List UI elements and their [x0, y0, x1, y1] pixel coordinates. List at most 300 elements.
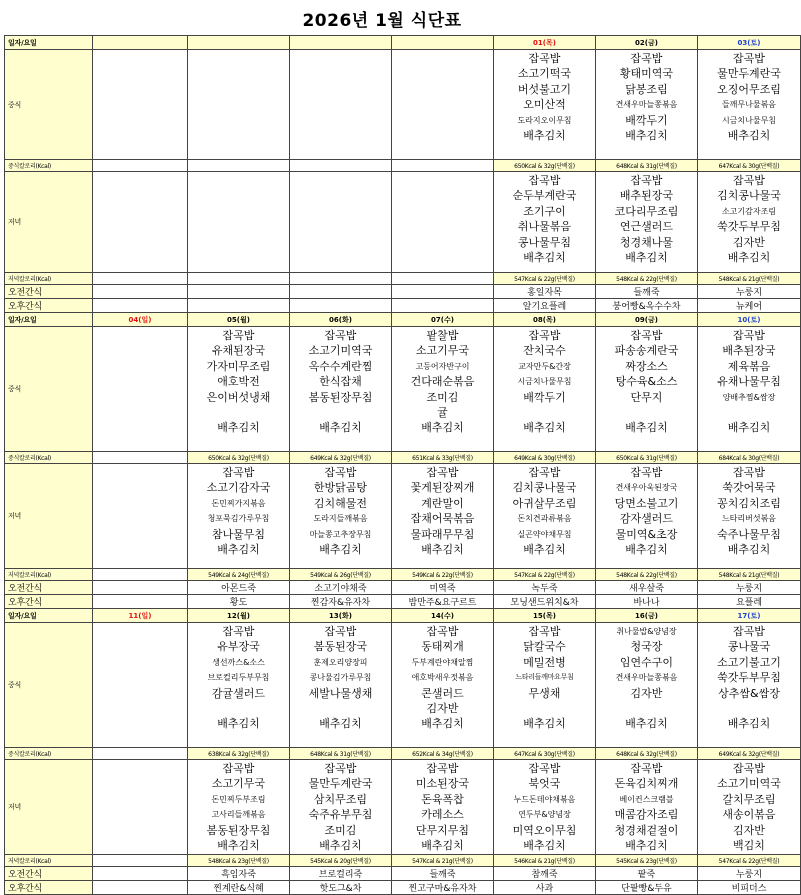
snack-pm-cell: 바나나: [596, 595, 698, 609]
calorie-value: 547Kcal & 22g(단백질): [494, 273, 596, 285]
lunch-label: 중식: [5, 50, 93, 160]
menu-item: 감귤샐러드: [211, 686, 266, 700]
menu-item: 김치콩나물국: [512, 481, 577, 495]
menu-item: 당면소불고기: [614, 496, 679, 510]
menu-item: 청경채나물: [619, 235, 674, 249]
menu-item: 파송송계란국: [614, 344, 679, 358]
menu-item: 쑥갓두부무침: [717, 220, 781, 234]
menu-item: 잡곡밥: [630, 466, 663, 479]
menu-item: 잡곡밥: [222, 329, 255, 342]
snack-pm-cell: 사과: [494, 881, 596, 895]
menu-item: 잡곡밥: [630, 174, 663, 187]
menu-item: 잡곡밥: [630, 329, 663, 342]
snack-pm-cell: [93, 299, 188, 313]
date-header: 17(토): [698, 609, 801, 623]
dinner-menu-cell: [290, 464, 392, 569]
menu-item: 배추김치: [319, 421, 362, 435]
dinner-menu-cell: [596, 464, 698, 569]
date-header: [392, 36, 494, 50]
date-header: [188, 36, 290, 50]
menu-item: 팥찰밥: [426, 329, 459, 342]
calorie-value: [188, 160, 290, 172]
menu-item: 배추김치: [727, 421, 771, 435]
menu-item: 소고기무국: [415, 344, 470, 358]
snack-am-cell: 아몬드죽: [188, 581, 290, 595]
menu-item: 소고기미역국: [308, 344, 373, 358]
menu-item: 조미김: [324, 823, 357, 837]
menu-item: 훈제오리양장피: [313, 657, 368, 667]
lunch-menu-cell: [188, 327, 290, 452]
menu-item: 잡곡밥: [426, 466, 459, 479]
menu-item: 잡곡밥: [222, 466, 255, 479]
calorie-value: 545Kcal & 20g(단백질): [290, 855, 392, 867]
menu-item: 연두부&양념장: [518, 810, 571, 820]
calorie-value: [290, 160, 392, 172]
lunch-menu-cell: [93, 327, 188, 452]
calorie-value: 684Kcal & 30g(단백질): [698, 452, 801, 464]
date-header: 01(목): [494, 36, 596, 50]
menu-item: 마늘쫑고추장무침: [309, 529, 372, 539]
snack-pm-cell: 모닝샌드위치&차: [494, 595, 596, 609]
dinner-menu-cell: [392, 464, 494, 569]
menu-item: 소고기불고기: [717, 655, 781, 669]
calorie-value: [93, 273, 188, 285]
lunch-menu-cell: [494, 623, 596, 748]
calorie-value: 650Kcal & 31g(단백질): [596, 452, 698, 464]
menu-item: 은이버섯냉채: [206, 390, 271, 404]
calorie-value: 548Kcal & 22g(단백질): [596, 273, 698, 285]
menu-item: 콩나물국: [727, 640, 771, 654]
lunch-menu-cell: [93, 50, 188, 160]
menu-item: 들깨무나물볶음: [721, 100, 777, 110]
menu-item: 돈민찌가지볶음: [211, 498, 266, 508]
menu-item: 애호박전: [217, 375, 260, 389]
menu-item: 무생채: [528, 686, 561, 700]
lunch-menu-cell: [596, 50, 698, 160]
date-header: 03(토): [698, 36, 801, 50]
menu-item: 배추김치: [523, 421, 566, 435]
snack-am-cell: 새우살죽: [596, 581, 698, 595]
calorie-value: [93, 569, 188, 581]
date-header: 05(월): [188, 313, 290, 327]
menu-item: 배깍두기: [625, 113, 668, 127]
menu-item: 돈치견과류볶음: [517, 514, 572, 524]
menu-item: 배추김치: [421, 717, 464, 731]
menu-item: 김치콩나물국: [717, 189, 781, 203]
menu-item: 배추김치: [217, 542, 260, 556]
lunch-menu-cell: [494, 50, 596, 160]
snack-pm-cell: 단팥빵&두유: [596, 881, 698, 895]
menu-item: 동태찌개: [421, 640, 464, 654]
menu-item: 잡곡밥: [630, 52, 663, 65]
date-header: 16(금): [596, 609, 698, 623]
menu-item: 탕수육&소스: [615, 375, 678, 389]
page-title: 2026년 1월 식단표: [302, 11, 462, 31]
menu-item: [290, 405, 391, 420]
menu-item: 잡곡밥: [528, 625, 561, 638]
menu-item: 옥수수계란찜: [308, 359, 373, 373]
menu-item: 김자반: [426, 701, 459, 715]
menu-item: 유부장국: [217, 640, 260, 654]
calorie-value: 548Kcal & 23g(단백질): [188, 855, 290, 867]
menu-item: 오미산적: [523, 98, 566, 112]
menu-item: 김자반: [733, 823, 765, 837]
menu-item: 배추김치: [523, 717, 566, 731]
menu-item: 잡곡밥: [324, 762, 357, 775]
dinner-menu-cell: [494, 760, 596, 855]
menu-item: 봄동된장국: [313, 640, 368, 654]
date-day-label: 일자/요일: [5, 609, 93, 623]
menu-item: 잡곡밥: [528, 52, 561, 65]
snack-am-cell: 누룽지: [698, 581, 801, 595]
dinner-kcal-label: 저녁칼로리(Kcal): [5, 569, 93, 581]
menu-item: 매콤감자조림: [614, 808, 679, 822]
date-header: 08(목): [494, 313, 596, 327]
date-header: 12(월): [188, 609, 290, 623]
calorie-value: 547Kcal & 22g(단백질): [494, 569, 596, 581]
calorie-value: 549Kcal & 22g(단백질): [392, 569, 494, 581]
date-header: 11(일): [93, 609, 188, 623]
lunch-menu-cell: [290, 50, 392, 160]
snack-pm-cell: 요플레: [698, 595, 801, 609]
snack-am-label: 오전간식: [5, 867, 93, 881]
menu-item: 감자샐러드: [619, 512, 674, 526]
menu-item: 두부계란야채알찜: [411, 657, 474, 667]
menu-item: 임연수구이: [619, 655, 674, 669]
menu-item: 배추김치: [625, 717, 668, 731]
menu-item: 도라지들깨볶음: [313, 514, 368, 524]
snack-am-cell: 미역죽: [392, 581, 494, 595]
lunch-label: 중식: [5, 327, 93, 452]
dinner-menu-cell: [290, 172, 392, 273]
menu-item: 배추김치: [319, 838, 362, 852]
menu-item: 느타리들깨마요무침: [515, 673, 574, 682]
dinner-menu-cell: [290, 760, 392, 855]
snack-am-cell: 누룽지: [698, 285, 801, 299]
menu-item: 도라지오이무침: [517, 115, 572, 125]
calorie-value: 546Kcal & 21g(단백질): [494, 855, 596, 867]
lunch-menu-cell: [698, 327, 801, 452]
menu-item: 실곤약야채무침: [517, 529, 572, 539]
snack-pm-cell: [392, 299, 494, 313]
snack-am-cell: 들깨죽: [392, 867, 494, 881]
menu-item: 돈민찌두부조림: [211, 794, 266, 804]
dinner-menu-cell: [698, 760, 801, 855]
snack-am-cell: [290, 285, 392, 299]
menu-item: 시금치나물무침: [517, 377, 572, 387]
menu-item: 교자만두&간장: [518, 361, 571, 371]
calorie-value: [392, 273, 494, 285]
menu-item: 잡곡밥: [324, 625, 357, 638]
menu-item: 잡곡밥: [324, 466, 357, 479]
menu-item: 잡곡밥: [426, 625, 459, 638]
menu-item: 콘샐러드: [421, 686, 464, 700]
date-header: 06(화): [290, 313, 392, 327]
dinner-menu-cell: [596, 172, 698, 273]
snack-am-cell: 누룽지: [698, 867, 801, 881]
menu-item: 배추김치: [421, 838, 464, 852]
menu-item: 봄동된장무침: [206, 823, 271, 837]
lunch-menu-cell: [698, 50, 801, 160]
menu-item: 잡곡밥: [528, 762, 561, 775]
date-header: 07(수): [392, 313, 494, 327]
menu-item: 시금치나물무침: [721, 115, 777, 125]
lunch-label: 중식: [5, 623, 93, 748]
lunch-menu-cell: [93, 623, 188, 748]
menu-item: 견새우아욱된장국: [615, 483, 678, 493]
snack-pm-cell: 비피더스: [698, 881, 801, 895]
menu-item: 오징어무조림: [717, 82, 781, 96]
snack-pm-label: 오후간식: [5, 299, 93, 313]
menu-item: 유채나물무침: [717, 375, 781, 389]
menu-item: 새송이볶음: [722, 808, 776, 822]
snack-am-label: 오전간식: [5, 285, 93, 299]
calorie-value: 648Kcal & 32g(단백질): [596, 748, 698, 760]
lunch-menu-cell: [596, 623, 698, 748]
menu-item: 북엇국: [528, 777, 561, 791]
menu-item: 고사리들깨볶음: [211, 810, 266, 820]
menu-item: 황태미역국: [619, 67, 674, 81]
menu-item: 돈육김치찌개: [614, 777, 679, 791]
dinner-menu-cell: [494, 464, 596, 569]
menu-item: 배추김치: [625, 838, 668, 852]
snack-am-cell: 참깨죽: [494, 867, 596, 881]
menu-item: [188, 701, 289, 716]
menu-item: 코다리무조림: [614, 204, 679, 218]
dinner-menu-cell: [392, 760, 494, 855]
calorie-value: 548Kcal & 21g(단백질): [698, 273, 801, 285]
menu-item: 잡곡밥: [426, 762, 459, 775]
date-header: 13(화): [290, 609, 392, 623]
menu-item: 버섯불고기: [517, 82, 572, 96]
dinner-menu-cell: [93, 172, 188, 273]
menu-item: 쑥갓두부무침: [717, 671, 781, 685]
menu-item: 소고기무국: [211, 777, 266, 791]
snack-pm-cell: [188, 299, 290, 313]
snack-pm-cell: 붕어빵&옥수수차: [596, 299, 698, 313]
menu-item: 메밀전병: [523, 655, 566, 669]
calorie-value: 649Kcal & 30g(단백질): [494, 452, 596, 464]
lunch-menu-cell: [290, 327, 392, 452]
menu-item: 배추김치: [727, 717, 771, 731]
menu-item: 배추김치: [421, 421, 464, 435]
calorie-value: 650Kcal & 32g(단백질): [188, 452, 290, 464]
date-day-label: 일자/요일: [5, 36, 93, 50]
menu-item: 잡곡밥: [733, 762, 765, 775]
dinner-label: 저녁: [5, 464, 93, 569]
snack-pm-cell: 핫도그&차: [290, 881, 392, 895]
menu-item: 청포묵김가루무침: [207, 514, 270, 524]
calorie-value: 647Kcal & 30g(단백질): [494, 748, 596, 760]
calorie-value: 638Kcal & 32g(단백질): [188, 748, 290, 760]
dinner-menu-cell: [698, 464, 801, 569]
date-header: [93, 36, 188, 50]
lunch-menu-cell: [188, 623, 290, 748]
menu-item: 배추김치: [727, 542, 771, 556]
date-header: 09(금): [596, 313, 698, 327]
menu-item: 미역오이무침: [512, 823, 577, 837]
date-header: 02(금): [596, 36, 698, 50]
menu-item: 배추김치: [217, 838, 260, 852]
dinner-menu-cell: [188, 172, 290, 273]
menu-item: 봄동된장무침: [308, 390, 373, 404]
menu-item: 소고기감자국: [206, 481, 271, 495]
menu-item: 미소된장국: [415, 777, 470, 791]
calorie-value: 648Kcal & 31g(단백질): [596, 160, 698, 172]
dinner-kcal-label: 저녁칼로리(Kcal): [5, 855, 93, 867]
calorie-value: 547Kcal & 22g(단백질): [698, 855, 801, 867]
menu-item: 소고기미역국: [717, 777, 781, 791]
lunch-menu-cell: [596, 327, 698, 452]
menu-item: 카레소스: [421, 808, 464, 822]
menu-item: 소고기감자조림: [721, 206, 777, 216]
dinner-menu-cell: [93, 760, 188, 855]
menu-item: 배추김치: [523, 250, 566, 264]
lunch-menu-cell: [188, 50, 290, 160]
calorie-value: 649Kcal & 32g(단백질): [290, 452, 392, 464]
menu-item: 배추김치: [421, 542, 464, 556]
menu-item: 닭칼국수: [523, 640, 566, 654]
menu-item: 소고기떡국: [517, 67, 572, 81]
snack-am-cell: [392, 285, 494, 299]
snack-pm-cell: [93, 881, 188, 895]
menu-item: 배추김치: [625, 421, 668, 435]
menu-item: 견새우마늘쫑볶음: [615, 673, 678, 683]
dinner-menu-cell: [392, 172, 494, 273]
menu-item: [494, 701, 595, 716]
lunch-menu-cell: [392, 623, 494, 748]
snack-am-label: 오전간식: [5, 581, 93, 595]
date-header: 14(수): [392, 609, 494, 623]
menu-item: 한식잡채: [319, 375, 362, 389]
calorie-value: 648Kcal & 31g(단백질): [290, 748, 392, 760]
menu-item: 청경채겉절이: [614, 823, 679, 837]
calorie-value: 549Kcal & 26g(단백질): [290, 569, 392, 581]
snack-pm-label: 오후간식: [5, 881, 93, 895]
menu-item: 배추김치: [625, 542, 668, 556]
menu-item: 배추김치: [217, 717, 260, 731]
date-header: 10(토): [698, 313, 801, 327]
menu-item: 생선까스&소스: [212, 657, 265, 667]
dinner-kcal-label: 저녁칼로리(Kcal): [5, 273, 93, 285]
menu-item: 꽁치김치조림: [717, 496, 781, 510]
menu-item: 잡곡밥: [733, 625, 765, 638]
menu-item: 잡곡밥: [733, 52, 765, 65]
date-header: 04(일): [93, 313, 188, 327]
menu-item: 잔치국수: [523, 344, 566, 358]
snack-am-cell: [93, 581, 188, 595]
menu-item: 청국장: [630, 640, 663, 654]
snack-pm-cell: 찐고구마&유자차: [392, 881, 494, 895]
menu-item: 견새우마늘쫑볶음: [615, 100, 678, 110]
menu-item: 김자반: [733, 235, 765, 249]
menu-item: 배추김치: [523, 838, 566, 852]
menu-item: 김치해물전: [313, 496, 368, 510]
menu-item: 백김치: [733, 838, 765, 852]
menu-item: 가자미무조림: [206, 359, 271, 373]
snack-am-cell: [188, 285, 290, 299]
menu-item: 세발나물생채: [308, 686, 373, 700]
menu-item: 잡채어묵볶음: [410, 512, 475, 526]
dinner-menu-cell: [698, 172, 801, 273]
menu-item: 배추김치: [523, 128, 566, 142]
lunch-kcal-label: 중식칼로리(Kcal): [5, 160, 93, 172]
lunch-menu-cell: [698, 623, 801, 748]
snack-am-cell: 흑임자죽: [188, 867, 290, 881]
menu-item: 잡곡밥: [733, 329, 765, 342]
menu-item: [596, 701, 697, 716]
calorie-value: [93, 160, 188, 172]
calorie-value: [93, 452, 188, 464]
calorie-value: [188, 273, 290, 285]
menu-item: 물만두계란국: [308, 777, 373, 791]
menu-item: 배추김치: [319, 542, 362, 556]
dinner-menu-cell: [188, 760, 290, 855]
menu-item: [290, 701, 391, 716]
menu-item: 귤: [437, 405, 448, 419]
menu-item: 배깍두기: [523, 390, 566, 404]
calorie-value: 549Kcal & 24g(단백질): [188, 569, 290, 581]
menu-item: 물만두계란국: [717, 67, 781, 81]
menu-item: 숙주나물무침: [717, 527, 781, 541]
menu-item: 상추쌈&쌈장: [718, 686, 780, 700]
snack-pm-label: 오후간식: [5, 595, 93, 609]
menu-item: 고등어자반구이: [415, 361, 470, 371]
snack-am-cell: 들깨죽: [596, 285, 698, 299]
menu-item: 취나물볶음: [517, 220, 572, 234]
menu-item: 쑥갓어묵국: [722, 481, 776, 495]
menu-item: 단무지: [630, 390, 663, 404]
calorie-value: [93, 748, 188, 760]
menu-item: 잡곡밥: [630, 762, 663, 775]
snack-am-cell: 홍일자목: [494, 285, 596, 299]
calorie-value: [392, 160, 494, 172]
menu-item: [698, 405, 800, 420]
date-header: [290, 36, 392, 50]
menu-item: 닭봉조림: [625, 82, 668, 96]
calorie-value: 647Kcal & 30g(단백질): [698, 160, 801, 172]
menu-item: 배추김치: [523, 542, 566, 556]
menu-item: 계란말이: [421, 496, 464, 510]
menu-item: 조미김: [426, 390, 459, 404]
menu-item: 건다래순볶음: [410, 375, 475, 389]
menu-item: 숙주유부무침: [308, 808, 373, 822]
menu-item: 누드돈데야채볶음: [513, 794, 576, 804]
calorie-value: 649Kcal & 32g(단백질): [698, 748, 801, 760]
menu-item: [596, 405, 697, 420]
menu-item: 물미역&초장: [615, 527, 678, 541]
lunch-menu-cell: [494, 327, 596, 452]
calorie-value: 547Kcal & 21g(단백질): [392, 855, 494, 867]
lunch-kcal-label: 중식칼로리(Kcal): [5, 748, 93, 760]
calorie-value: [93, 855, 188, 867]
date-day-label: 일자/요일: [5, 313, 93, 327]
snack-pm-cell: 밤만주&요구르트: [392, 595, 494, 609]
dinner-menu-cell: [188, 464, 290, 569]
snack-pm-cell: 알기요플레: [494, 299, 596, 313]
calorie-value: 652Kcal & 34g(단백질): [392, 748, 494, 760]
menu-item: 물파래무무침: [410, 527, 475, 541]
menu-table: [4, 35, 801, 895]
lunch-menu-cell: [392, 50, 494, 160]
menu-item: 배추된장국: [619, 189, 674, 203]
dinner-menu-cell: [494, 172, 596, 273]
menu-item: [188, 405, 289, 420]
menu-item: 돈육폭찹: [421, 792, 464, 806]
lunch-kcal-label: 중식칼로리(Kcal): [5, 452, 93, 464]
menu-item: 배추김치: [319, 717, 362, 731]
snack-pm-cell: [290, 299, 392, 313]
